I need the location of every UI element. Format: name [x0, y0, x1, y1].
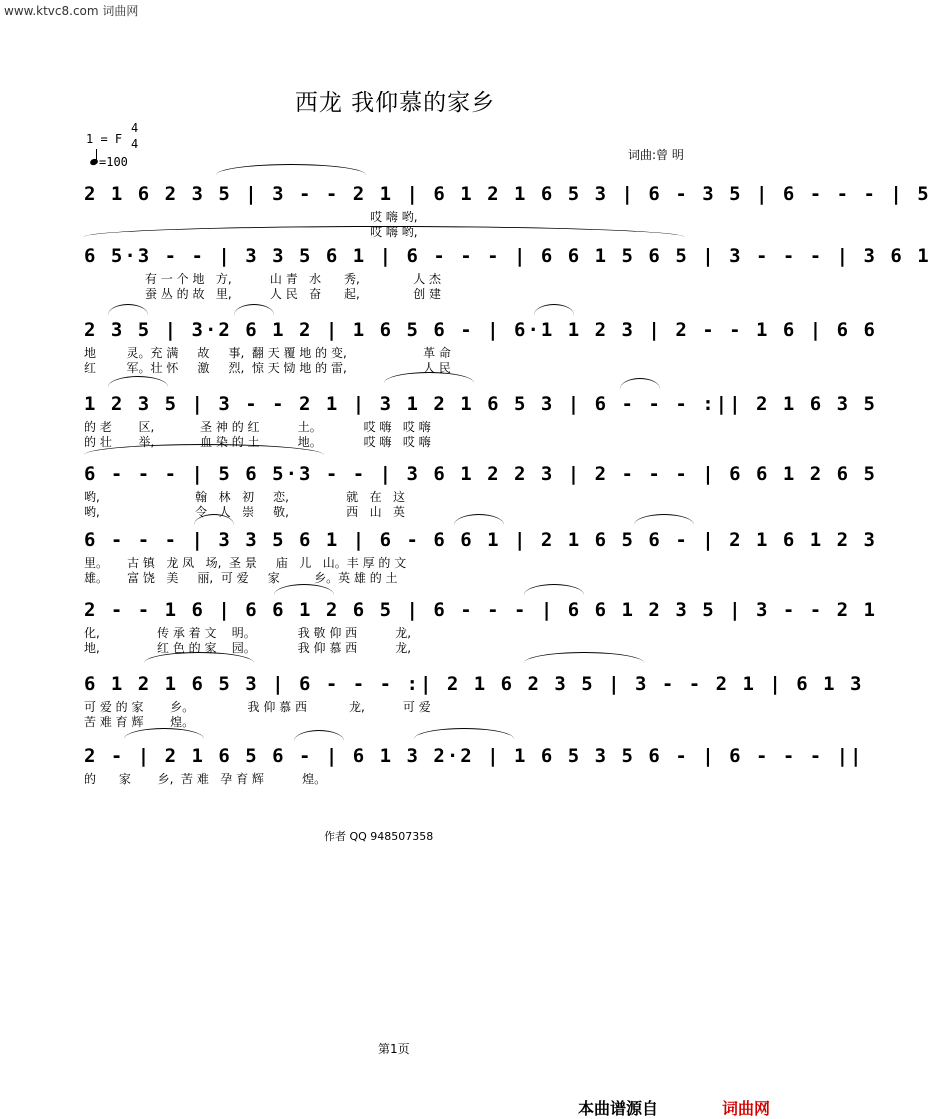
lyrics-verse-1: 有 一 个 地 方, 山 青 水 秀, 人 杰 [84, 272, 442, 286]
lyrics-verse-2: 苦 难 育 辉 煌。 [84, 715, 195, 729]
site-logo-link[interactable]: 词曲网 [722, 1099, 771, 1118]
slur-arc [124, 728, 204, 739]
tempo-value: =100 [99, 155, 128, 169]
lyrics-verse-2: 雄。 富 饶 美 丽, 可 爱 家 乡。英 雄 的 土 [84, 571, 398, 585]
slur-arc [294, 730, 344, 741]
lyrics-verse-1: 的 家 乡, 苦 难 孕 育 辉 煌。 [84, 772, 327, 786]
notes-line: 6 - - - | 3 3 5 6 1 | 6 - 6 6 1 | 2 1 6 5 6 - | 2 1 6 1 2 3 [84, 529, 877, 551]
lyrics-verse-2: 的 壮 举, 血 染 的 土 地。 哎 嗨 哎 嗨 [84, 435, 431, 449]
lyrics-verse-1: 哎 嗨 哟, [84, 210, 418, 224]
lyrics-verse-2: 地, 红 色 的 家 园。 我 仰 慕 西 龙, [84, 641, 412, 655]
notes-line: 2 1 6 2 3 5 | 3 - - 2 1 | 6 1 2 1 6 5 3 | 6 - 3 5 | 6 - - - | 5 [84, 183, 931, 205]
key-signature: 1 = F [86, 132, 123, 146]
slur-arc [534, 304, 574, 315]
slur-arc [234, 304, 274, 315]
notes-line: 6 1 2 1 6 5 3 | 6 - - - :| 2 1 6 2 3 5 | 3 - - 2 1 | 6 1 3 [84, 673, 864, 695]
lyrics-verse-2: 哎 嗨 哟, [84, 225, 418, 239]
song-title: 西龙 我仰慕的家乡 [294, 90, 496, 116]
slur-arc [274, 584, 334, 595]
notes-line: 6 - - - | 5 6 5·3 - - | 3 6 1 2 2 3 | 2 - - - | 6 6 1 2 6 5 [84, 463, 877, 485]
slur-arc [620, 378, 660, 389]
time-signature-bottom: 4 [131, 137, 139, 151]
lyricist-composer-credit: 词曲:曾 明 [628, 148, 684, 162]
author-contact: 作者 QQ 948507358 [324, 830, 434, 843]
lyrics-verse-1: 可 爱 的 家 乡。 我 仰 慕 西 龙, 可 爱 [84, 700, 431, 714]
page-number: 第1页 [378, 1042, 410, 1056]
notes-line: 2 - | 2 1 6 5 6 - | 6 1 3 2·2 | 1 6 5 3 5 6 - | 6 - - - || [84, 745, 864, 767]
notes-line: 1 2 3 5 | 3 - - 2 1 | 3 1 2 1 6 5 3 | 6 - - - :|| 2 1 6 3 5 [84, 393, 877, 415]
quarter-note-icon [89, 158, 99, 166]
lyrics-verse-1: 的 老 区, 圣 神 的 红 土。 哎 嗨 哎 嗨 [84, 420, 431, 434]
time-signature-top: 4 [131, 121, 139, 135]
slur-arc [108, 304, 148, 315]
slur-arc [108, 376, 168, 387]
lyrics-verse-1: 里。 古 镇 龙 凤 场, 圣 景 庙 儿 山。丰 厚 的 文 [84, 556, 407, 570]
lyrics-verse-1: 哟, 翰 林 初 恋, 就 在 这 [84, 490, 406, 504]
lyrics-verse-1: 化, 传 承 着 文 明。 我 敬 仰 西 龙, [84, 626, 412, 640]
notes-line: 6 5·3 - - | 3 3 5 6 1 | 6 - - - | 6 6 1 5 6 5 | 3 - - - | 3 6 1 [84, 245, 931, 267]
lyrics-verse-2: 蚕 丛 的 故 里, 人 民 奋 起, 创 建 [84, 287, 442, 301]
time-signature [131, 120, 138, 152]
lyrics-verse-2: 哟, 令 人 崇 敬, 西 山 英 [84, 505, 406, 519]
tempo-marking [90, 152, 128, 169]
note-stem-icon [96, 149, 97, 163]
notes-line: 2 3 5 | 3·2 6 1 2 | 1 6 5 6 - | 6·1 1 2 3 | 2 - - 1 6 | 6 6 [84, 319, 877, 341]
lyrics-verse-2: 红 军。壮 怀 激 烈, 惊 天 恸 地 的 雷, 人 民 [84, 361, 451, 375]
site-watermark[interactable]: www.ktvc8.com 词曲网 [4, 4, 139, 18]
source-note: 本曲谱源自 [578, 1099, 659, 1118]
slur-arc [216, 164, 366, 175]
slur-arc [414, 728, 514, 739]
notes-line: 2 - - 1 6 | 6 6 1 2 6 5 | 6 - - - | 6 6 1 2 3 5 | 3 - - 2 1 [84, 599, 877, 621]
slur-arc [524, 584, 584, 595]
lyrics-verse-1: 地 灵。充 满 故 事, 翻 天 覆 地 的 变, 革 命 [84, 346, 451, 360]
